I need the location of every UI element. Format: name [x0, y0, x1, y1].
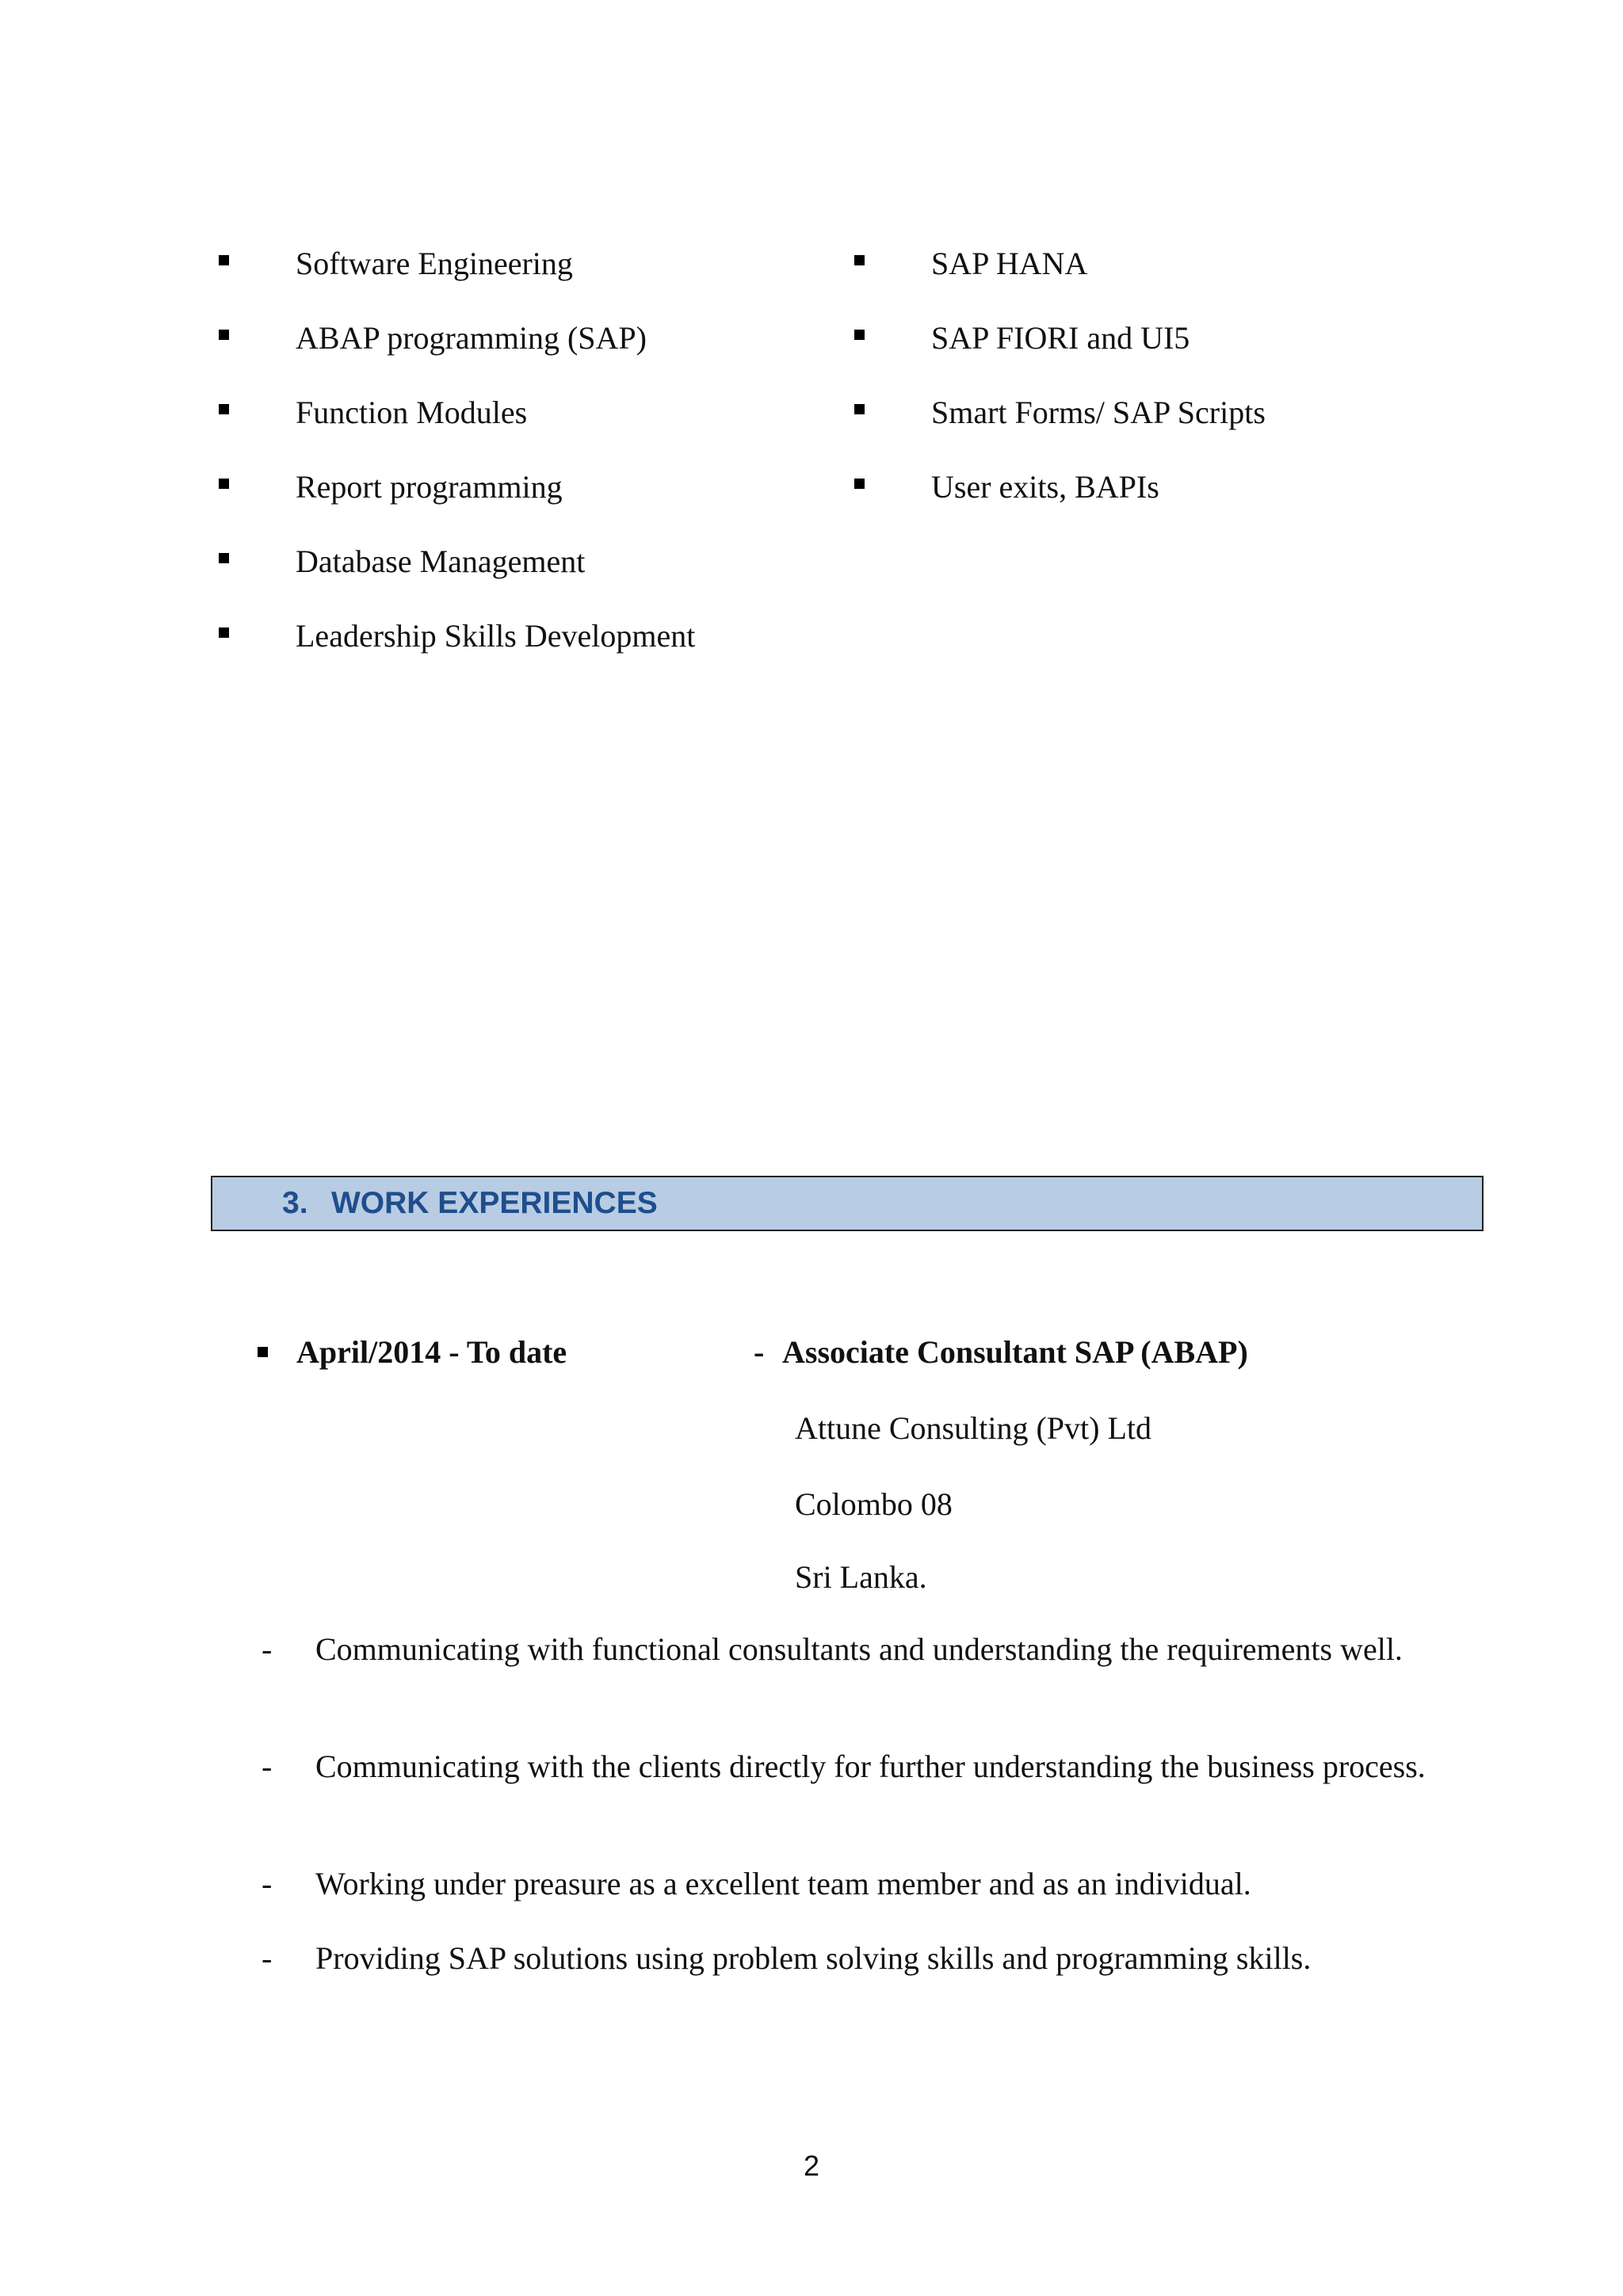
page-number: 2: [803, 2149, 820, 2182]
duty-text: Communicating with functional consultants and understanding the requirements well.: [315, 1631, 1403, 1667]
skill-label: Smart Forms/ SAP Scripts: [931, 395, 1266, 430]
job-title: [754, 1331, 1248, 1374]
section-title: [282, 1185, 658, 1222]
square-bullet-icon: [258, 1347, 268, 1357]
duty-text: Communicating with the clients directly for further understanding the business process.: [315, 1749, 1426, 1784]
duty-item: [262, 1936, 1428, 1981]
duty-item: [262, 1745, 1428, 1789]
duty-dash: -: [262, 1866, 273, 1901]
duty-text: Working under preasure as a excellent team member and as an individual.: [315, 1866, 1251, 1901]
skill-label: Report programming: [296, 469, 563, 505]
duty-dash: -: [262, 1940, 273, 1976]
square-bullet-icon: [854, 404, 865, 414]
section-number: 3.: [282, 1186, 308, 1220]
skill-label: Function Modules: [296, 395, 528, 430]
skill-label: User exits, BAPIs: [931, 469, 1159, 505]
square-bullet-icon: [219, 479, 229, 489]
section-title-text: WORK EXPERIENCES: [331, 1186, 658, 1220]
skill-label: ABAP programming (SAP): [296, 320, 647, 356]
square-bullet-icon: [854, 479, 865, 489]
square-bullet-icon: [219, 404, 229, 414]
square-bullet-icon: [854, 255, 865, 265]
company-name: Attune Consulting (Pvt) Ltd: [795, 1410, 1151, 1446]
company-country: Sri Lanka.: [795, 1559, 927, 1595]
job-period: April/2014 - To date: [296, 1334, 567, 1370]
square-bullet-icon: [854, 330, 865, 340]
skill-label: Software Engineering: [296, 246, 573, 281]
duty-item: [262, 1627, 1428, 1672]
duty-dash: -: [262, 1749, 273, 1784]
duty-text: Providing SAP solutions using problem solving skills and programming skills.: [315, 1940, 1312, 1976]
square-bullet-icon: [219, 330, 229, 340]
skill-label: SAP FIORI and UI5: [931, 320, 1190, 356]
duty-item: [262, 1862, 1428, 1906]
company-city: Colombo 08: [795, 1486, 953, 1522]
duty-dash: -: [262, 1631, 273, 1667]
job-title-dash: -: [754, 1334, 765, 1370]
square-bullet-icon: [219, 553, 229, 563]
square-bullet-icon: [219, 255, 229, 265]
job-title-text: Associate Consultant SAP (ABAP): [782, 1334, 1248, 1370]
skill-label: Database Management: [296, 543, 586, 579]
square-bullet-icon: [219, 627, 229, 638]
section-header-work-experiences: [211, 1176, 1484, 1231]
skill-label: Leadership Skills Development: [296, 618, 696, 654]
skill-label: SAP HANA: [931, 246, 1088, 281]
